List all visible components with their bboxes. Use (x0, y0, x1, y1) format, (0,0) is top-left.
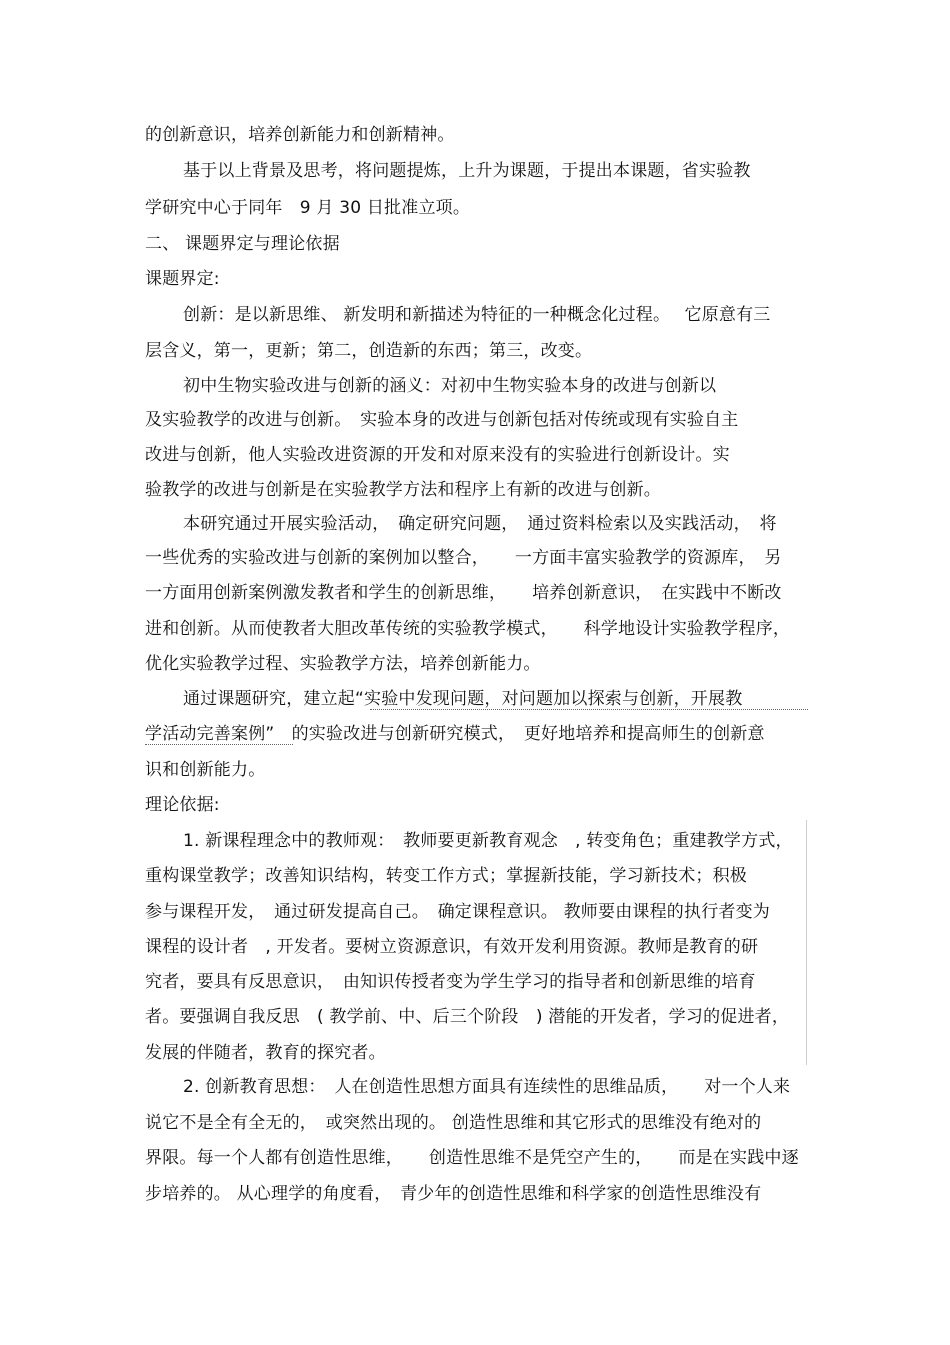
paragraph-line: 步培养的。 从心理学的角度看， 青少年的创造性思维和科学家的创造性思维没有 (145, 1184, 762, 1204)
paragraph-line: 课程的设计者 , 开发者。要树立资源意识，有效开发利用资源。教师是教育的研 (145, 937, 759, 957)
quote-underline (370, 709, 808, 710)
section-heading: 二、 课题界定与理论依据 (145, 234, 340, 254)
paragraph-line: 识和创新能力。 (145, 760, 266, 780)
paragraph-line: 优化实验教学过程、实验教学方法，培养创新能力。 (145, 654, 541, 674)
paragraph-line: 学研究中心于同年 9 月 30 日批准立项。 (145, 198, 471, 218)
subheading: 课题界定: (145, 269, 220, 289)
paragraph-line: 者。要强调自我反思 ( 教学前、中、后三个阶段 ) 潜能的开发者，学习的促进者， (145, 1007, 790, 1027)
paragraph-line: 初中生物实验改进与创新的涵义：对初中生物实验本身的改进与创新以 (183, 376, 717, 396)
paragraph-line: 一些优秀的实验改进与创新的案例加以整合， 一方面丰富实验教学的资源库， 另 (145, 548, 782, 568)
subheading: 理论依据: (145, 795, 220, 815)
paragraph-line: 究者，要具有反思意识， 由知识传授者变为学生学习的指导者和创新思维的培育 (145, 972, 756, 992)
paragraph-line: 界限。每一个人都有创造性思维， 创造性思维不是凭空产生的， 而是在实践中逐 (145, 1148, 799, 1168)
paragraph-line: 1. 新课程理念中的教师观： 教师要更新教育观念 , 转变角色；重建教学方式， (183, 831, 793, 851)
paragraph-line: 一方面用创新案例激发教者和学生的创新思维， 培养创新意识， 在实践中不断改 (145, 583, 782, 603)
margin-rule (806, 820, 807, 1065)
paragraph-line: 层含义，第一，更新；第二，创造新的东西；第三，改变。 (145, 341, 593, 361)
paragraph-line: 基于以上背景及思考，将问题提炼，上升为课题，于提出本课题，省实验教 (183, 161, 751, 181)
paragraph-line: 验教学的改进与创新是在实验教学方法和程序上有新的改进与创新。 (145, 480, 661, 500)
paragraph-line: 重构课堂教学；改善知识结构，转变工作方式；掌握新技能，学习新技术；积极 (145, 866, 747, 886)
paragraph-line: 进和创新。从而使教者大胆改革传统的实验教学模式， 科学地设计实验教学程序， (145, 619, 791, 639)
paragraph-line: 改进与创新，他人实验改进资源的开发和对原来没有的实验进行创新设计。实 (145, 445, 730, 465)
paragraph-line: 的创新意识，培养创新能力和创新精神。 (145, 125, 455, 145)
paragraph-line: 本研究通过开展实验活动， 确定研究问题， 通过资料检索以及实践活动， 将 (183, 514, 777, 534)
quote-underline (145, 744, 293, 745)
paragraph-line: 及实验教学的改进与创新。 实验本身的改进与创新包括对传统或现有实验自主 (145, 410, 739, 430)
paragraph-line: 参与课程开发， 通过研发提高自己。 确定课程意识。 教师要由课程的执行者变为 (145, 902, 771, 922)
paragraph-line: 创新：是以新思维、 新发明和新描述为特征的一种概念化过程。 它原意有三 (183, 305, 771, 325)
paragraph-line: 发展的伴随者，教育的探究者。 (145, 1043, 386, 1063)
paragraph-line: 说它不是全有全无的， 或突然出现的。 创造性思维和其它形式的思维没有绝对的 (145, 1113, 762, 1133)
paragraph-line: 学活动完善案例” 的实验改进与创新研究模式， 更好地培养和提高师生的创新意 (145, 724, 765, 744)
paragraph-line: 通过课题研究，建立起“实验中发现问题，对问题加以探索与创新，开展教 (183, 689, 743, 709)
paragraph-line: 2. 创新教育思想： 人在创造性思想方面具有连续性的思维品质， 对一个人来 (183, 1077, 791, 1097)
